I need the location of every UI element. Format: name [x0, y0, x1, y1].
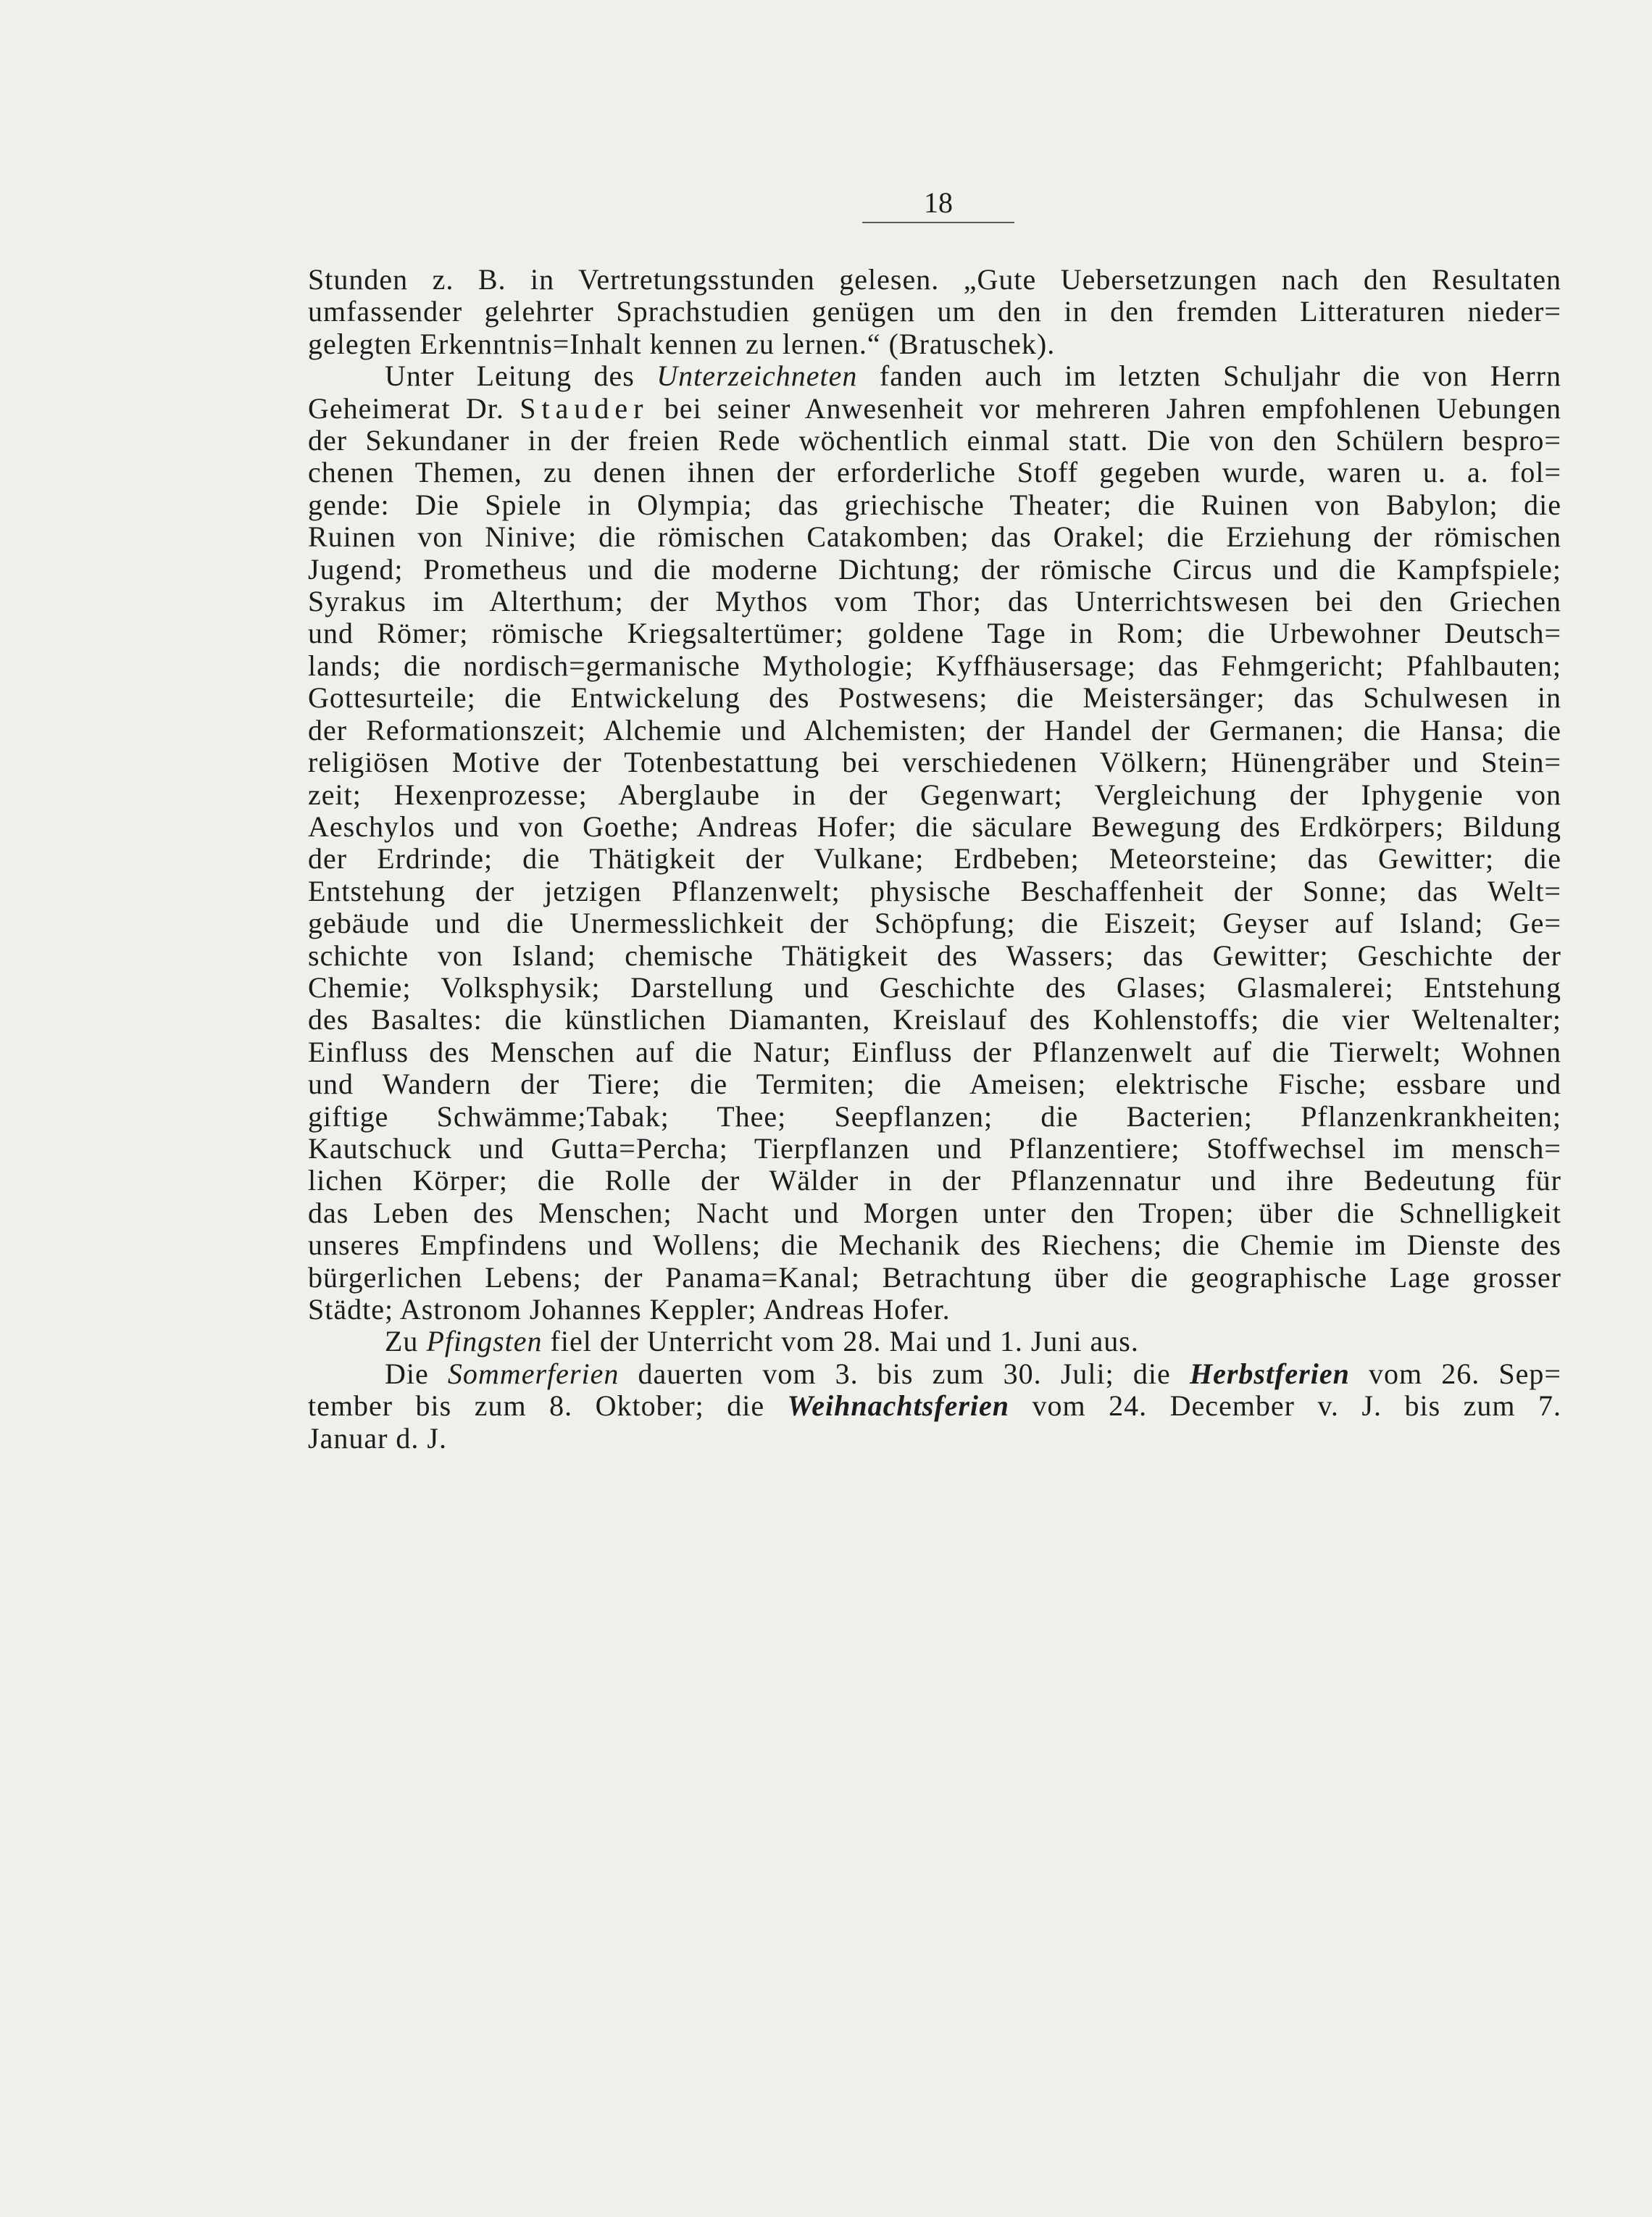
text-line — [308, 554, 1561, 586]
text-segment: Städte; Astronom Johannes Keppler; Andreas Hofer. — [308, 1293, 951, 1326]
text-line — [308, 779, 1561, 811]
text-line — [308, 1165, 1561, 1197]
text-line — [308, 296, 1561, 328]
header-rule — [862, 222, 1014, 223]
text-segment: Syrakus im Alterthum; der Mythos vom Thor; das Unterrichtswesen bei den Griechen — [308, 585, 1561, 618]
page-number: 18 — [924, 186, 953, 219]
text-segment: Gottesurteile; die Entwickelung des Postwesens; die Meistersänger; das Schulwesen in — [308, 681, 1561, 715]
text-segment: Entstehung der jetzigen Pflanzenwelt; physische Beschaffenheit der Sonne; das Welt= — [308, 874, 1561, 907]
text-segment: gende: Die Spiele in Olympia; das griechische Theater; die Ruinen von Babylon; die — [308, 488, 1561, 521]
emphasized-text: Herbstferien — [1189, 1357, 1350, 1390]
text-segment: Einfluss des Menschen auf die Natur; Einfluss der Pflanzenwelt auf die Tierwelt; Wohnen — [308, 1035, 1561, 1068]
text-line — [308, 617, 1561, 649]
text-line — [308, 360, 1561, 392]
text-line — [308, 682, 1561, 714]
text-segment: tember bis zum 8. Oktober; die — [308, 1389, 788, 1423]
text-line — [308, 1423, 1561, 1455]
body-text — [308, 264, 1561, 1455]
text-segment: Kautschuck und Gutta=Percha; Tierpflanzen und Pflanzentiere; Stoffwechsel im mensch= — [308, 1131, 1561, 1165]
text-segment: giftige Schwämme;Tabak; Thee; Seepflanzen; die Bacterien; Pflanzenkrankheiten; — [308, 1099, 1561, 1133]
text-line — [308, 1294, 1561, 1326]
text-segment: vom 26. Sep= — [1349, 1357, 1561, 1390]
text-segment: religiösen Motive der Totenbestattung bei verschiedenen Völkern; Hünengräber und Stein= — [308, 746, 1561, 779]
text-segment: Zu — [385, 1325, 427, 1358]
paragraph — [308, 1358, 1561, 1455]
text-line — [308, 1262, 1561, 1294]
emphasized-text: Weihnachtsferien — [787, 1389, 1010, 1423]
text-segment: fanden auch im letzten Schuljahr die von Herrn — [857, 359, 1561, 393]
text-segment: das Leben des Menschen; Nacht und Morgen unter den Tropen; über die Schnelligkeit — [308, 1196, 1561, 1229]
text-segment: Ruinen von Ninive; die römischen Catakomben; das Orakel; die Erziehung der römischen — [308, 520, 1561, 554]
text-line — [308, 457, 1561, 488]
text-segment: bei seiner Anwesenheit vor mehreren Jahren empfohlenen Uebungen — [648, 391, 1562, 425]
paragraph — [308, 264, 1561, 360]
text-line — [308, 328, 1561, 360]
paragraph — [308, 1326, 1561, 1357]
text-segment: chenen Themen, zu denen ihnen der erforderliche Stoff gegeben wurde, waren u. a. fol= — [308, 456, 1561, 489]
text-segment: des Basaltes: die künstlichen Diamanten, Kreislauf des Kohlenstoffs; die vier Weltenalter; — [308, 1003, 1561, 1036]
text-line — [308, 972, 1561, 1004]
text-line — [308, 1358, 1561, 1390]
text-segment: unseres Empfindens und Wollens; die Mechanik des Riechens; die Chemie im Dienste des — [308, 1228, 1561, 1262]
emphasized-text: Pfingsten — [426, 1325, 543, 1358]
text-line — [308, 264, 1561, 296]
page-header — [862, 187, 1014, 219]
text-segment: zeit; Hexenprozesse; Aberglaube in der Gegenwart; Vergleichung der Iphygenie von — [308, 778, 1561, 811]
text-segment: lichen Körper; die Rolle der Wälder in der Pflanzennatur und ihre Bedeutung für — [308, 1164, 1561, 1197]
text-line — [308, 940, 1561, 972]
text-line — [308, 875, 1561, 907]
text-line — [308, 843, 1561, 875]
emphasized-text: Unterzeichneten — [656, 359, 858, 393]
text-segment: gelegten Erkenntnis=Inhalt kennen zu lernen.“ (Bratuschek). — [308, 327, 1056, 360]
text-line — [308, 521, 1561, 553]
text-line — [308, 715, 1561, 746]
text-line — [308, 811, 1561, 843]
text-line — [308, 393, 1561, 425]
text-line — [308, 1326, 1561, 1357]
text-line — [308, 489, 1561, 521]
text-segment: Aeschylos und von Goethe; Andreas Hofer; die säculare Bewegung des Erdkörpers; Bildung — [308, 810, 1561, 843]
text-segment: fiel der Unterricht vom 28. Mai und 1. Juni aus. — [542, 1325, 1139, 1358]
text-line — [308, 1133, 1561, 1165]
text-line — [308, 425, 1561, 457]
text-segment: der Reformationszeit; Alchemie und Alchemisten; der Handel der Germanen; die Hansa; die — [308, 713, 1561, 746]
text-segment: dauerten vom 3. bis zum 30. Juli; die — [619, 1357, 1190, 1390]
text-line — [308, 1068, 1561, 1100]
text-segment: Stunden z. B. in Vertretungsstunden gelesen. „Gute Uebersetzungen nach den Resultaten — [308, 263, 1561, 296]
text-segment: und Römer; römische Kriegsaltertümer; goldene Tage in Rom; die Urbewohner Deutsch= — [308, 617, 1561, 650]
text-line — [308, 1197, 1561, 1229]
text-segment: bürgerlichen Lebens; der Panama=Kanal; Betrachtung über die geographische Lage grosser — [308, 1260, 1561, 1294]
text-segment: schichte von Island; chemische Thätigkeit des Wassers; das Gewitter; Geschichte der — [308, 939, 1561, 972]
text-segment: lands; die nordisch=germanische Mythologie; Kyffhäusersage; das Fehmgericht; Pfahlbauten; — [308, 649, 1561, 682]
text-segment: Chemie; Volksphysik; Darstellung und Geschichte des Glases; Glasmalerei; Entstehung — [308, 970, 1561, 1004]
text-line — [308, 586, 1561, 617]
text-line — [308, 1036, 1561, 1068]
text-line — [308, 650, 1561, 682]
emphasized-text: Sommerferien — [447, 1357, 620, 1390]
text-segment: gebäude und die Unermesslichkeit der Schöpfung; die Eiszeit; Geyser auf Island; Ge= — [308, 907, 1561, 940]
text-segment: Die — [385, 1357, 448, 1390]
text-line — [308, 1390, 1561, 1422]
spaced-name: Stauder — [520, 391, 649, 425]
text-segment: der Erdrinde; die Thätigkeit der Vulkane; Erdbeben; Meteorsteine; das Gewitter; die — [308, 842, 1561, 875]
text-line — [308, 907, 1561, 939]
text-segment: vom 24. December v. J. bis zum 7. — [1009, 1389, 1562, 1423]
text-segment: Jugend; Prometheus und die moderne Dichtung; der römische Circus und die Kampfspiele; — [308, 552, 1561, 586]
text-line — [308, 746, 1561, 778]
text-segment: umfassender gelehrter Sprachstudien genügen um den in den fremden Litteraturen nieder= — [308, 295, 1561, 328]
text-segment: der Sekundaner in der freien Rede wöchentlich einmal statt. Die von den Schülern bespro= — [308, 424, 1561, 457]
text-segment: Unter Leitung des — [385, 359, 657, 393]
text-segment: Geheimerat Dr. — [308, 391, 520, 425]
paragraph — [308, 360, 1561, 1326]
text-segment: Januar d. J. — [308, 1421, 447, 1455]
text-segment: und Wandern der Tiere; die Termiten; die Ameisen; elektrische Fische; essbare und — [308, 1068, 1561, 1101]
text-line — [308, 1229, 1561, 1261]
text-line — [308, 1004, 1561, 1036]
text-line — [308, 1101, 1561, 1133]
